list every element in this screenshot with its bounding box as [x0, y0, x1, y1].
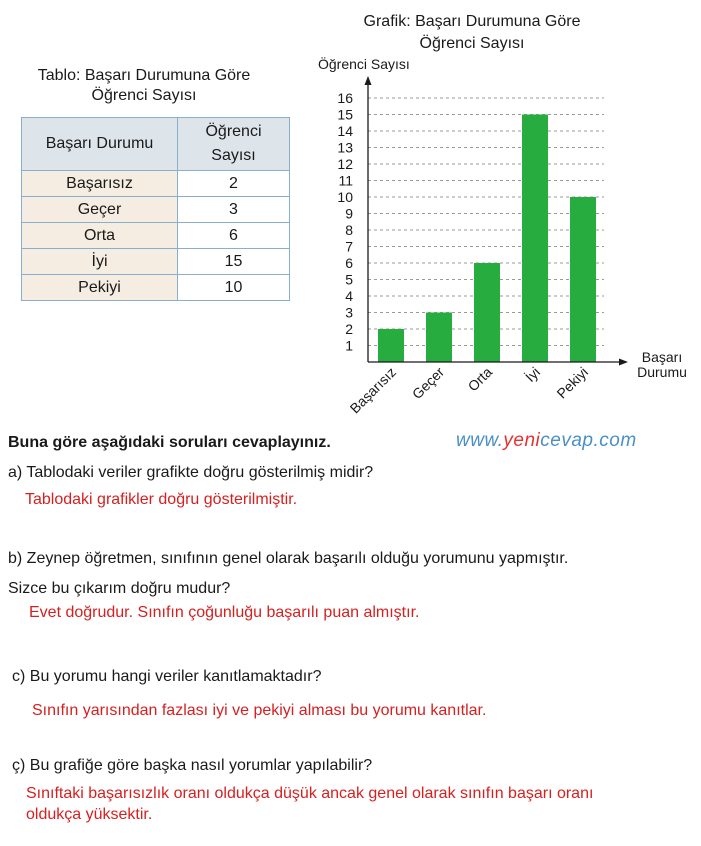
instructions: Buna göre aşağıdaki soruları cevaplayınız.: [8, 434, 331, 451]
answer-b: Evet doğrudur. Sınıfın çoğunluğu başarılı puan almıştır.: [29, 604, 420, 621]
question-b-line1: b) Zeynep öğretmen, sınıfının genel olarak başarılı olduğu yorumunu yapmıştır.: [8, 550, 569, 567]
table-title-line1: Tablo: Başarı Durumuna Göre: [37, 67, 251, 84]
y-axis-arrow-icon: [365, 76, 372, 85]
bar-başarısız: [378, 329, 404, 362]
answer-c: Sınıfın yarısından fazlası iyi ve pekiyi alması bu yorumu kanıtlar.: [32, 702, 487, 719]
row-label: İyi: [22, 249, 178, 275]
x-tick-label: Geçer: [408, 363, 448, 403]
y-tick-label: 11: [338, 172, 353, 189]
x-tick-label: İyi: [521, 363, 544, 386]
header-col2-line1: Öğrenci: [205, 123, 262, 140]
answer-d-line2: oldukça yüksektir.: [26, 806, 153, 823]
y-tick-label: 3: [345, 304, 353, 321]
x-axis-label-line2: Durumu: [637, 364, 687, 380]
y-tick-label: 13: [337, 139, 353, 156]
row-value: 2: [178, 171, 290, 197]
y-tick-label: 7: [345, 238, 353, 255]
header-col2-line2: Sayısı: [211, 147, 256, 164]
answer-a: Tablodaki grafikler doğru gösterilmiştir.: [25, 491, 298, 508]
watermark: [456, 430, 637, 452]
y-tick-labels: [337, 90, 353, 354]
watermark-part4: .com: [593, 430, 637, 451]
bars: [378, 115, 596, 363]
y-tick-label: 2: [345, 321, 353, 337]
y-tick-label: 15: [337, 106, 353, 123]
question-a: a) Tablodaki veriler grafikte doğru gösterilmiş midir?: [8, 464, 374, 481]
row-label: Başarısız: [22, 171, 178, 197]
watermark-part1: www.: [456, 430, 504, 451]
chart-title-line2: Öğrenci Sayısı: [419, 35, 525, 52]
x-axis-label-line1: Başarı: [641, 349, 683, 365]
question-d: ç) Bu grafiğe göre başka nasıl yorumlar yapılabilir?: [12, 757, 373, 774]
y-tick-label: 6: [345, 255, 353, 271]
row-value: 3: [178, 197, 290, 223]
y-tick-label: 16: [337, 90, 353, 106]
bar-geçer: [426, 313, 452, 363]
y-tick-label: 8: [345, 222, 353, 238]
bar-i̇yi: [522, 115, 548, 363]
x-tick-label: Pekiyi: [553, 363, 592, 402]
bar-orta: [474, 263, 500, 362]
y-tick-label: 14: [337, 123, 353, 139]
row-value: 6: [178, 223, 290, 249]
header-basari-durumu: Başarı Durumu: [22, 118, 178, 171]
answer-d-line1: Sınıftaki başarısızlık oranı oldukça düşük ancak genel olarak sınıfın başarı oranı: [26, 785, 594, 802]
y-tick-label: 1: [345, 337, 353, 354]
x-axis-arrow-icon: [619, 359, 628, 366]
x-tick-label: Başarısız: [346, 363, 400, 417]
x-tick-labels: [347, 363, 592, 416]
question-c: c) Bu yorumu hangi veriler kanıtlamaktadır?: [12, 668, 322, 685]
y-tick-label: 4: [345, 288, 353, 304]
x-tick-label: Orta: [464, 363, 496, 395]
chart-title-line1: Grafik: Başarı Durumuna Göre: [363, 13, 581, 30]
row-label: Geçer: [22, 197, 178, 223]
y-axis-label: Öğrenci Sayısı: [318, 56, 410, 72]
bar-pekiyi: [570, 197, 596, 362]
y-tick-label: 5: [345, 271, 353, 288]
table-title-line2: Öğrenci Sayısı: [91, 87, 197, 104]
y-tick-label: 10: [337, 189, 353, 205]
row-label: Orta: [22, 223, 178, 249]
watermark-part2: yeni: [503, 430, 541, 451]
y-tick-label: 12: [337, 156, 353, 172]
row-value: 15: [178, 249, 290, 275]
row-label: Pekiyi: [22, 275, 178, 301]
row-value: 10: [178, 275, 290, 301]
watermark-part3: cevap: [540, 430, 594, 451]
question-b-line2: Sizce bu çıkarım doğru mudur?: [8, 580, 231, 597]
y-tick-label: 9: [345, 205, 353, 222]
